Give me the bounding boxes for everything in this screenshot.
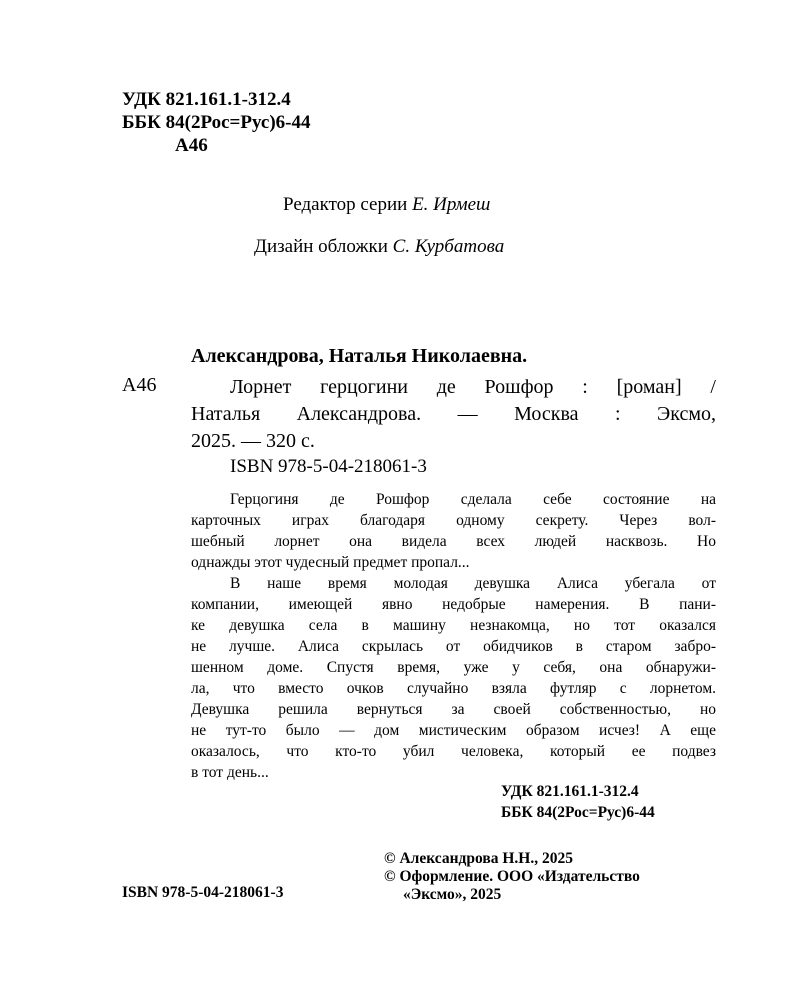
- classification-block: [122, 88, 310, 157]
- bib-author-mark: А46: [122, 374, 157, 396]
- annotation-line: однажды этот чудесный предмет пропал...: [191, 554, 470, 571]
- annotation-line: не тут-то было — дом мистическим образом исчез! А еще: [191, 722, 716, 739]
- copyright-publisher: «Эксмо», 2025: [403, 886, 502, 903]
- isbn-bottom: ISBN 978-5-04-218061-3: [122, 884, 284, 901]
- annotation-line: ке девушка села в машину незнакомца, но тот оказался: [191, 617, 716, 634]
- copyright-design: © Оформление. ООО «Издательство: [384, 868, 640, 885]
- annotation: [191, 489, 716, 783]
- copyright-block: [384, 850, 640, 904]
- udk-code: УДК 821.161.1-312.4: [122, 89, 291, 110]
- annotation-line: не лучше. Алиса скрылась от обидчиков в старом забро-: [191, 638, 716, 655]
- cover-design-name: С. Курбатова: [392, 236, 505, 257]
- bib-line: Лорнет герцогини де Рошфор : [роман] /: [230, 376, 716, 398]
- cover-design-label: Дизайн обложки: [254, 236, 388, 257]
- annotation-line: компании, имеющей явно недобрые намерения. В пани-: [191, 596, 716, 613]
- series-editor-credit: [283, 194, 490, 216]
- bib-line: 2025. — 320 с.: [191, 430, 315, 452]
- annotation-line: шебный лорнет она видела всех людей насквозь. Но: [191, 533, 716, 550]
- annotation-line: Герцогиня де Рошфор сделала себе состояние на: [230, 491, 716, 508]
- annotation-line: ла, что вместо очков случайно взяла футляр с лорнетом.: [191, 680, 716, 697]
- bbk-code-bottom: ББК 84(2Рос=Рус)6-44: [501, 804, 655, 821]
- series-editor-label: Редактор серии: [283, 194, 408, 215]
- bbk-code: ББК 84(2Рос=Рус)6-44: [122, 112, 311, 133]
- udk-code-bottom: УДК 821.161.1-312.4: [501, 783, 639, 800]
- annotation-line: В наше время молодая девушка Алиса убегала от: [230, 575, 716, 592]
- bottom-classification-block: [501, 781, 655, 823]
- annotation-line: оказалось, что кто-то убил человека, который ее подвез: [191, 743, 716, 760]
- bib-line: Наталья Александрова. — Москва : Эксмо,: [191, 403, 716, 425]
- series-editor-name: Е. Ирмеш: [412, 194, 491, 215]
- annotation-line: Девушка решила вернуться за своей собственностью, но: [191, 701, 716, 718]
- cover-design-credit: [254, 236, 504, 258]
- annotation-line: шенном доме. Спустя время, уже у себя, она обнаружи-: [191, 659, 716, 676]
- author-mark: А46: [175, 135, 208, 156]
- isbn: ISBN 978-5-04-218061-3: [230, 456, 427, 477]
- annotation-line: в тот день...: [191, 764, 269, 781]
- bibliographic-description: [191, 374, 716, 455]
- author-heading: Александрова, Наталья Николаевна.: [191, 345, 528, 367]
- annotation-line: карточных играх благодаря одному секрету. Через вол-: [191, 512, 716, 529]
- copyright-author: © Александрова Н.Н., 2025: [384, 850, 573, 867]
